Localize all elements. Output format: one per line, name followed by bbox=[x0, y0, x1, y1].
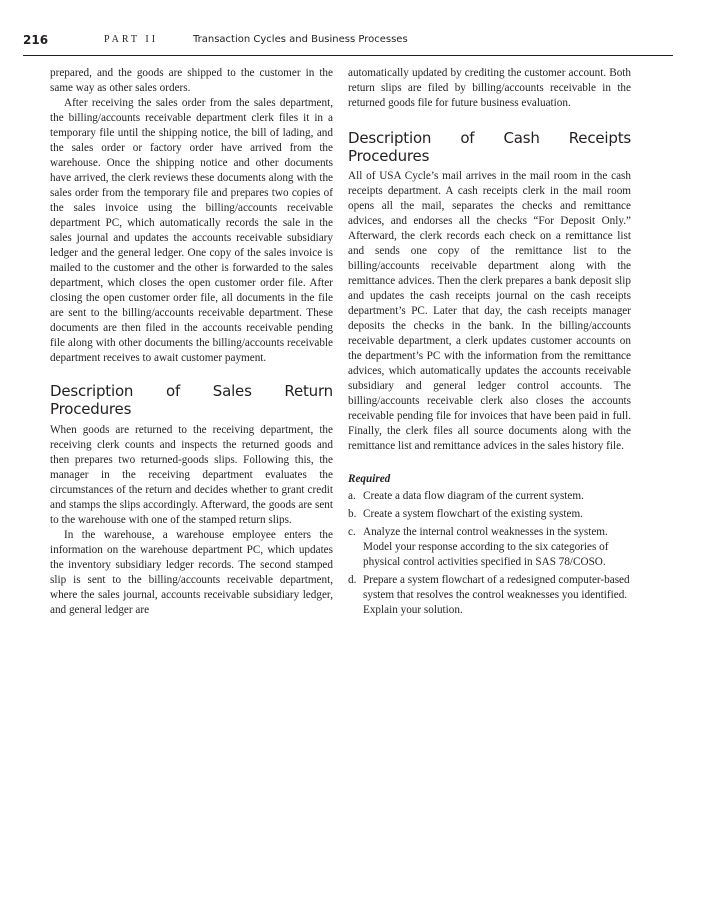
item-text: Prepare a system flowchart of a redesigned computer-based system that resolves the control weaknesses you identified. Explain your solution. bbox=[363, 574, 630, 616]
item-text: Create a data flow diagram of the current system. bbox=[363, 490, 584, 502]
list-item bbox=[348, 489, 631, 504]
item-label: a. bbox=[348, 490, 356, 502]
part-label: PART II bbox=[104, 34, 159, 45]
page-number: 216 bbox=[23, 33, 49, 47]
right-column bbox=[348, 66, 631, 621]
required-list bbox=[348, 489, 631, 618]
paragraph: All of USA Cycle’s mail arrives in the mail room in the cash receipts department. A cash receipts clerk in the mail room opens all the mail, separates the checks and remittance advices, and endorses all the checks “For Deposit Only.” Afterward, the clerk records each check on a remittance list and sends one copy of the remittance list to the billing/accounts receivable department along with the remittance advices. Then the clerk prepares a bank deposit slip and updates the cash receipts journal on the cash receipts department’s PC. Later that day, the cash receipts manager deposits the checks in the bank. In the billing/accounts receivable department, a clerk updates customer accounts on the department’s PC with the information from the remittance advices, which automatically updates the accounts receivable subsidiary and general ledger control accounts. The billing/accounts receivable clerk also closes the accounts receivable pending file for invoices that have been paid in full. Finally, the clerk files all source documents along with the remittance list and remittance advices in the sales history file. bbox=[348, 170, 631, 452]
running-header bbox=[23, 33, 673, 56]
left-column bbox=[50, 66, 333, 618]
required-heading: Required bbox=[348, 473, 391, 485]
section-heading-cash-receipts: Description of Cash Receipts Procedures bbox=[348, 129, 631, 165]
paragraph: prepared, and the goods are shipped to the customer in the same way as other sales orders. bbox=[50, 67, 333, 94]
item-label: c. bbox=[348, 526, 356, 538]
item-text: Create a system flowchart of the existing system. bbox=[363, 508, 583, 520]
section-heading-sales-return: Description of Sales Return Procedures bbox=[50, 382, 333, 418]
paragraph: automatically updated by crediting the customer account. Both return slips are filed by billing/accounts receivable in the returned goods file for future business evaluation. bbox=[348, 67, 631, 109]
list-item bbox=[348, 525, 631, 570]
paragraph: In the warehouse, a warehouse employee enters the information on the warehouse department PC, which updates the inventory subsidiary ledger records. The second stamped slip is sent to the billing/accounts receivable department, where the sales journal, accounts receivable subsidiary ledger, and general ledger are bbox=[50, 529, 333, 616]
chapter-title: Transaction Cycles and Business Processes bbox=[193, 34, 408, 45]
paragraph: When goods are returned to the receiving department, the receiving clerk counts and inspects the returned goods and then prepares two returned-goods slips. Following this, the manager in the receiving department evaluates the circumstances of the return and decides whether to grant credit and stamps the slips accordingly. Afterward, the goods are sent to the warehouse with one of the stamped return slips. bbox=[50, 424, 333, 526]
list-item bbox=[348, 573, 631, 618]
item-text: Analyze the internal control weaknesses in the system. Model your response according to the six categories of physical control activities specified in SAS 78/COSO. bbox=[363, 526, 609, 568]
item-label: b. bbox=[348, 508, 357, 520]
list-item bbox=[348, 507, 631, 522]
paragraph: After receiving the sales order from the sales department, the billing/accounts receivable department clerk files it in a temporary file until the shipping notice, the bill of lading, and the sales order or factory order have arrived from the warehouse. Once the shipping notice and other documents have arrived, the clerk reviews these documents along with the sales order from the temporary file and prepares two copies of the sales invoice using the billing/accounts receivable department PC, which automatically records the sale in the sales journal and updates the accounts receivable subsidiary ledger and the general ledger. One copy of the sales invoice is mailed to the customer and the other is forwarded to the sales department, which closes the open customer order file. After closing the open customer order file, all documents in the file are sent to the billing/accounts receivable department. These documents are then filed in the accounts receivable pending file along with other documents the billing/accounts receivable department receives to await customer payment. bbox=[50, 97, 333, 364]
item-label: d. bbox=[348, 574, 357, 586]
